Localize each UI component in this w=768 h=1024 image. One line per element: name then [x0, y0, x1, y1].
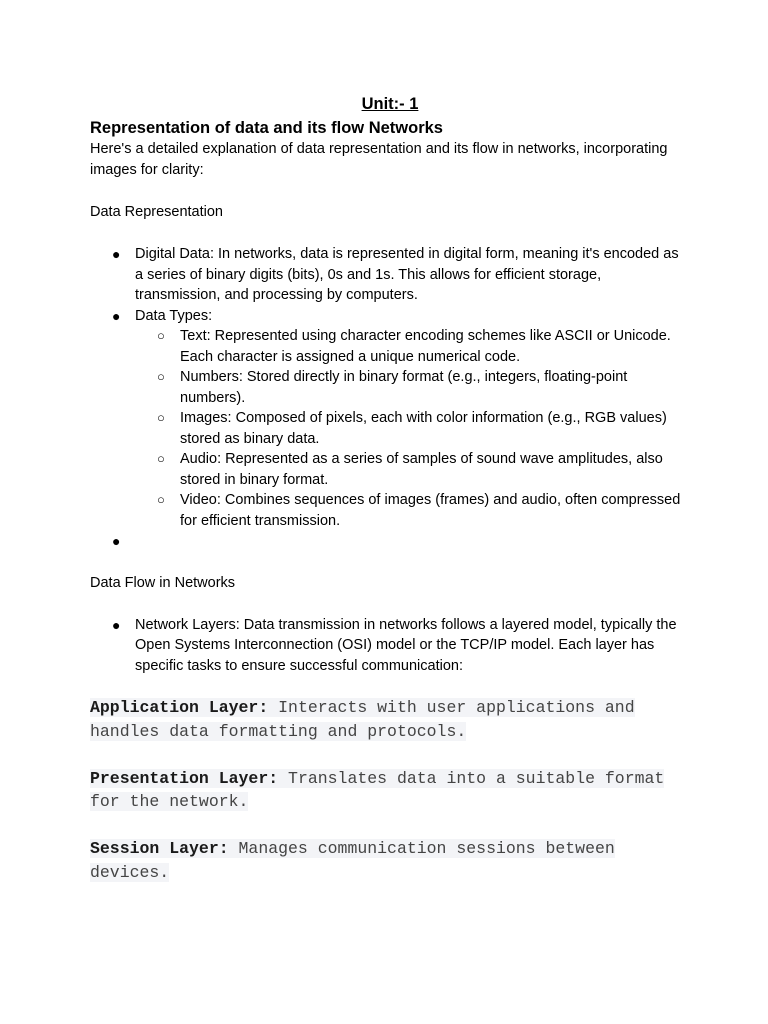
list-item-text: Data Types:: [135, 307, 213, 324]
layer-block-application: [90, 696, 690, 743]
sublist-item-text: Audio: Represented as a series of samples of sound wave amplitudes, also stored in binary format.: [180, 451, 663, 488]
sublist-item-text: Text: Represented using character encoding schemes like ASCII or Unicode. Each character is assigned a unique numerical code.: [180, 328, 671, 365]
data-flow-list: [90, 615, 690, 677]
data-types-sublist: [135, 326, 690, 531]
list-item: [90, 615, 690, 677]
list-item-text: Digital Data: In networks, data is represented in digital form, meaning it's encoded as a series of binary digits (bits), 0s and 1s. This allows for efficient storage, transmission, and processing by computers.: [135, 246, 679, 303]
bullet-icon: ●: [112, 246, 121, 262]
layer-name: Session Layer:: [90, 839, 229, 858]
sublist-item: [135, 449, 690, 490]
data-representation-list: [90, 244, 690, 552]
sublist-item-text: Video: Combines sequences of images (frames) and audio, often compressed for efficient transmission.: [180, 492, 681, 529]
sublist-item: [135, 326, 690, 367]
layer-description: Translates data into a suitable format for the network.: [90, 768, 665, 811]
unit-title: Unit:- 1: [361, 95, 419, 113]
list-item-text: Network Layers: Data transmission in networks follows a layered model, typically the Open Systems Interconnection (OSI) model or the TCP/IP model. Each layer has specific tasks to ensure successful communication:: [135, 616, 677, 674]
sublist-item-text: Numbers: Stored directly in binary format (e.g., integers, floating-point numbers).: [180, 369, 628, 406]
section-label-data-flow: Data Flow in Networks: [90, 574, 236, 591]
layer-description: Manages communication sessions between devices.: [90, 839, 615, 882]
list-item: [90, 244, 690, 306]
layer-name: Application Layer:: [90, 698, 269, 717]
sublist-item: [135, 408, 690, 449]
bullet-icon: ●: [112, 307, 121, 324]
sublist-item: [135, 490, 690, 531]
layer-block-session: [90, 837, 690, 884]
hollow-bullet-icon: ○: [157, 369, 165, 384]
section-label-data-representation: Data Representation: [90, 204, 223, 220]
layer-block-presentation: [90, 767, 690, 814]
hollow-bullet-icon: ○: [157, 492, 165, 507]
hollow-bullet-icon: ○: [157, 451, 165, 466]
hollow-bullet-icon: ○: [157, 328, 165, 343]
list-item: [90, 306, 690, 532]
bullet-icon: ●: [112, 533, 121, 549]
intro-paragraph: Here's a detailed explanation of data representation and its flow in networks, incorporating images for clarity:: [90, 141, 668, 178]
main-heading: Representation of data and its flow Networks: [90, 119, 443, 137]
layer-name: Presentation Layer:: [90, 768, 279, 788]
document-page: [90, 93, 690, 884]
empty-list-item: [90, 531, 690, 552]
layer-description: Interacts with user applications and handles data formatting and protocols.: [90, 698, 635, 741]
sublist-item-text: Images: Composed of pixels, each with color information (e.g., RGB values) stored as binary data.: [180, 410, 667, 447]
hollow-bullet-icon: ○: [157, 410, 165, 425]
bullet-icon: ●: [112, 616, 121, 633]
sublist-item: [135, 367, 690, 408]
